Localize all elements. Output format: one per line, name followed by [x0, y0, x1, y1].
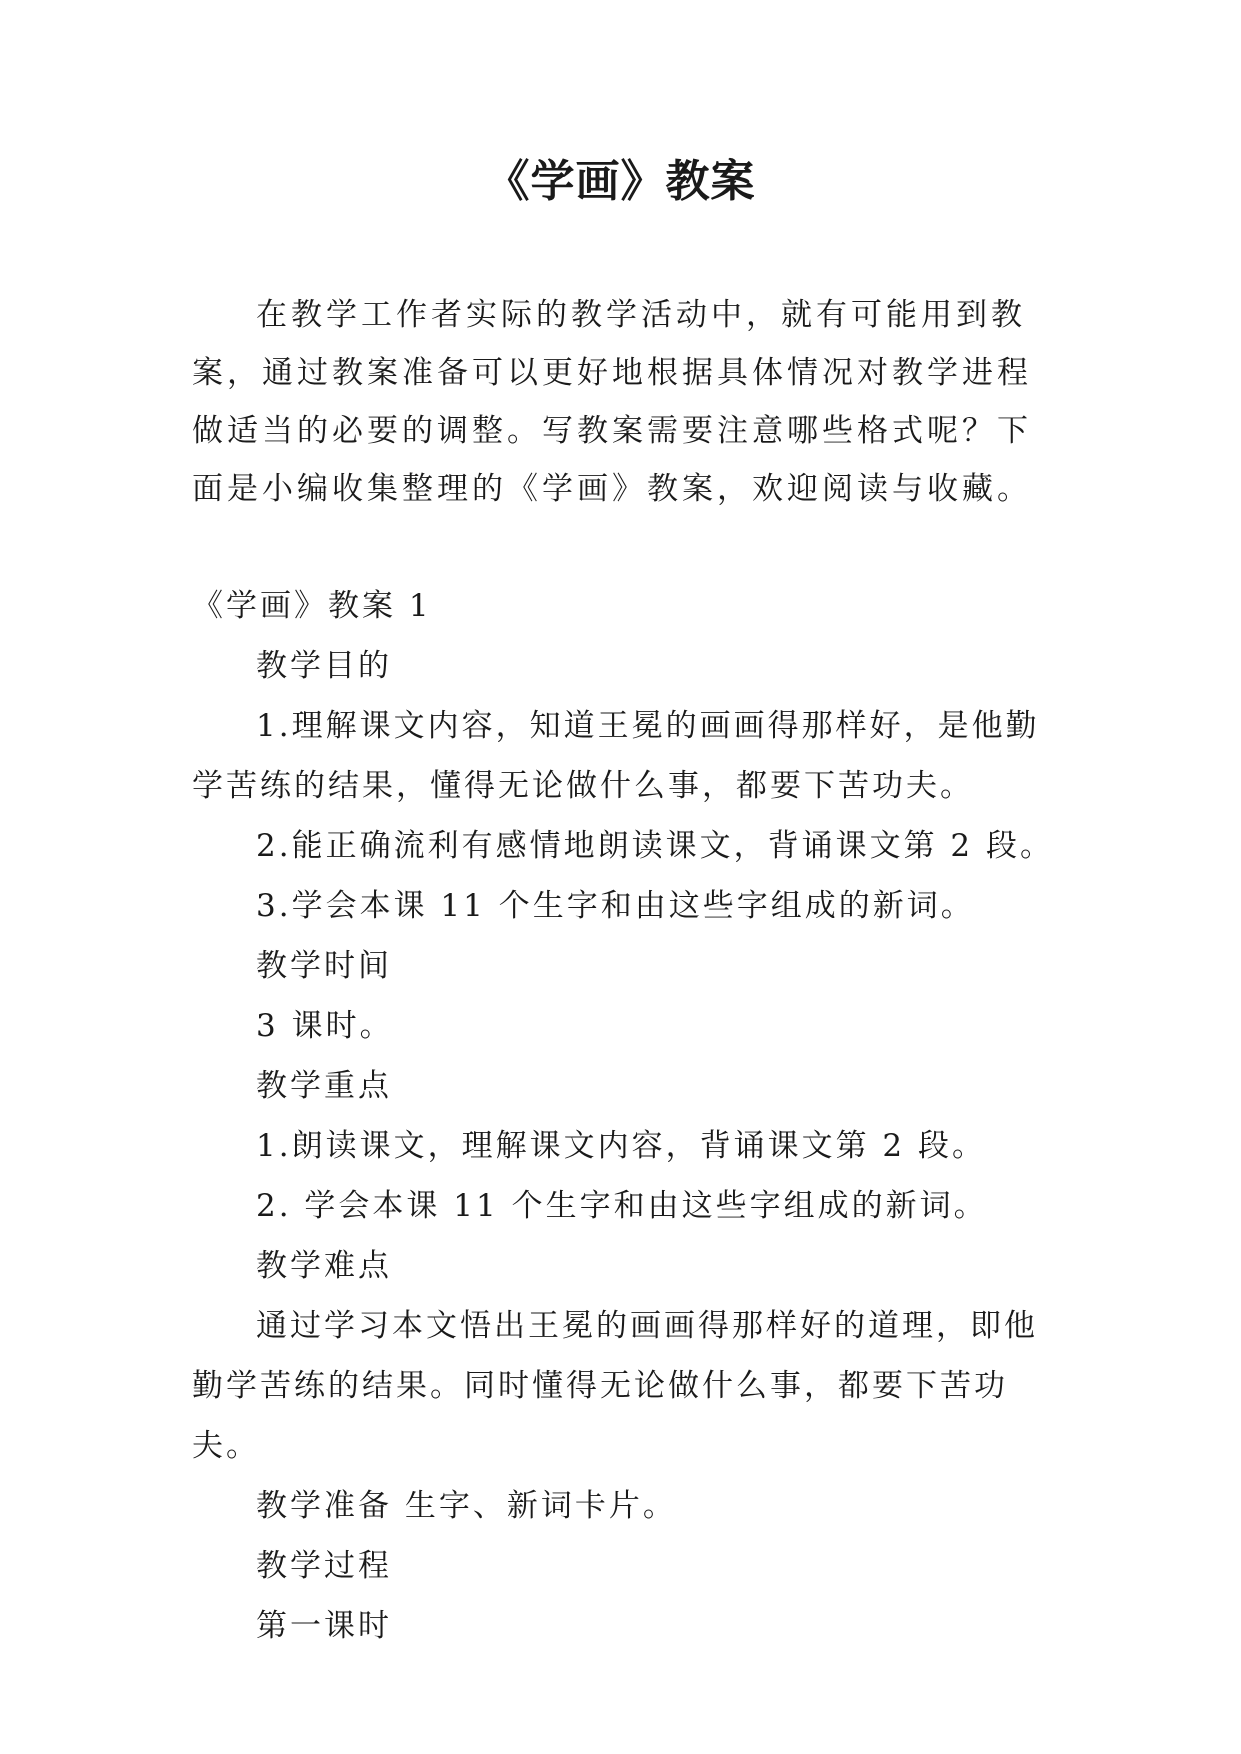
goal-item-2: 2.能正确流利有感情地朗读课文，背诵课文第 2 段。 [256, 828, 1055, 864]
heading-teaching-process: 教学过程 [256, 1548, 392, 1584]
difficulty-text: 通过学习本文悟出王冕的画画得那样好的道理，即他勤学苦练的结果。同时懂得无论做什么事，都要下苦功夫。 [192, 1308, 1038, 1464]
key-point-2: 2. 学会本课 11 个生字和由这些字组成的新词。 [256, 1188, 988, 1224]
goal-item-3: 3.学会本课 11 个生字和由这些字组成的新词。 [256, 888, 975, 924]
section-heading: 《学画》教案 1 [192, 588, 432, 624]
heading-key-points: 教学重点 [256, 1068, 392, 1104]
heading-teaching-time: 教学时间 [256, 948, 392, 984]
document-title: 《学画》教案 [485, 156, 756, 207]
key-point-1: 1.朗读课文，理解课文内容，背诵课文第 2 段。 [256, 1128, 987, 1164]
teaching-time-value: 3 课时。 [256, 1008, 394, 1044]
heading-teaching-goals: 教学目的 [256, 648, 392, 684]
first-lesson-heading: 第一课时 [256, 1608, 392, 1644]
goal-item-1: 1.理解课文内容，知道王冕的画画得那样好，是他勤学苦练的结果，懂得无论做什么事，都要下苦功夫。 [192, 708, 1040, 804]
lesson-plan-body [192, 576, 1062, 1656]
intro-paragraph: 在教学工作者实际的教学活动中，就有可能用到教案，通过教案准备可以更好地根据具体情况对教学进程做适当的必要的调整。写教案需要注意哪些格式呢？下面是小编收集整理的《学画》教案，欢迎阅读与收藏。 [192, 297, 1032, 507]
heading-difficulties: 教学难点 [256, 1248, 392, 1284]
teaching-preparation: 教学准备 生字、新词卡片。 [256, 1488, 677, 1524]
